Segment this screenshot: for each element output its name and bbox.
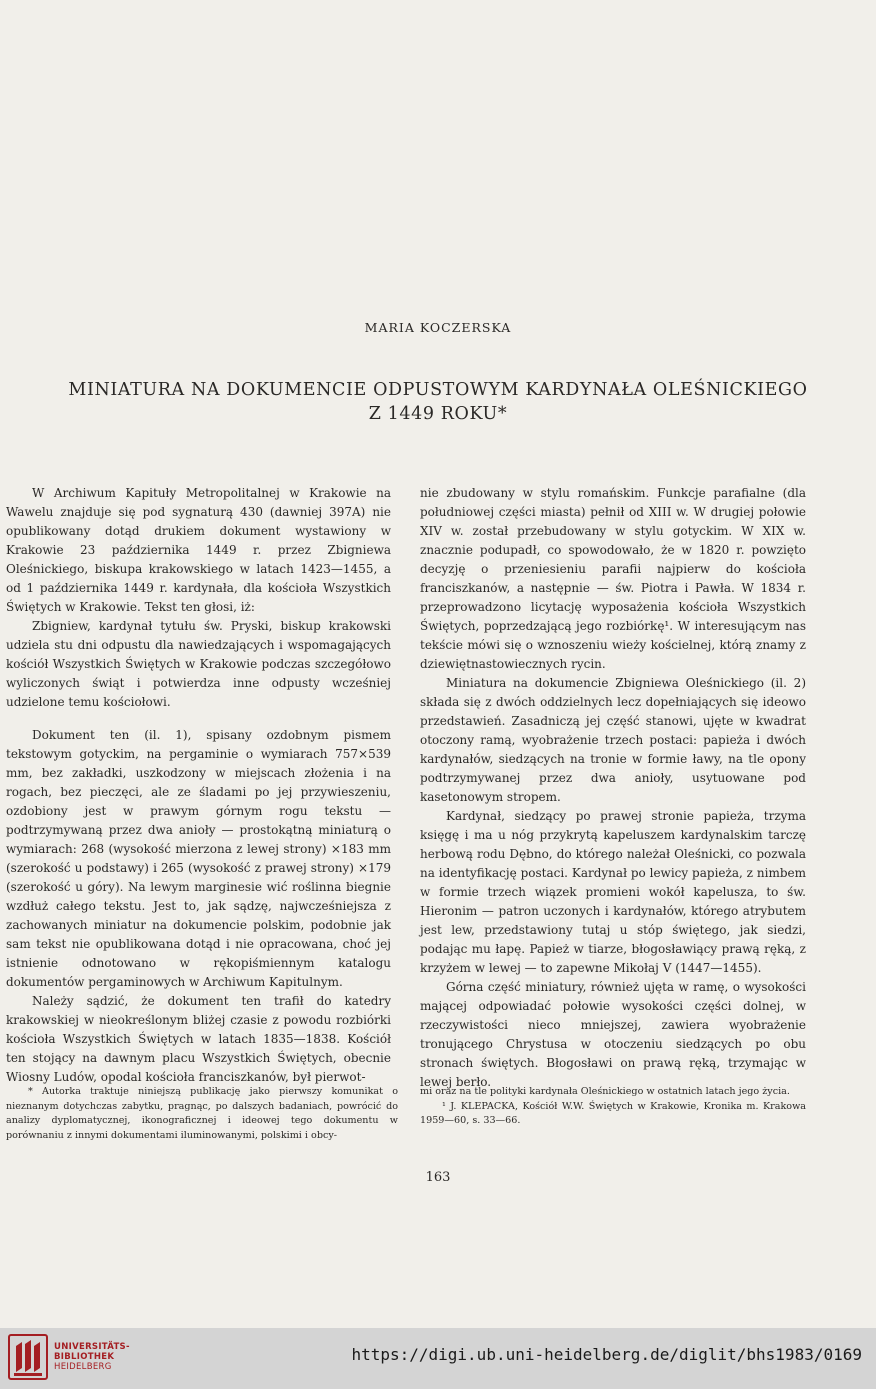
paragraph: Dokument ten (il. 1), spisany ozdobnym pismem tekstowym gotyckim, na pergaminie o wymiarach 757×539 mm, bez zakładki, uszkodzony w miejscach złożenia i na rogach, bez pieczęci, ale ze śladami po jej przywieszeniu, ozdobiony jest w prawym górnym rogu tekstu — podtrzymywaną przez dwa anioły — prostokątną miniaturą o wymiarach: 268 (wysokość mierzona z lewej strony) ×183 mm (szerokość u podstawy) i 265 (wysokość z prawej strony) ×179 (szerokość u góry). Na lewym marginesie wić roślinna biegnie wzdłuż całego tekstu. Jest to, jak sądzę, najwcześniejsza z zachowanych miniatur na dokumencie polskim, podobnie jak sam tekst nie opublikowana dotąd i nie opracowana, choć jej istnienie odnotowano w rękopiśmiennym katalogu dokumentów pergaminowych w Archiwum Kapitulnym.: [6, 728, 391, 989]
left-column: [6, 484, 391, 1087]
page-number: 163: [425, 1170, 451, 1185]
footnotes-left: [6, 1085, 398, 1143]
footnote-star: * Autorka traktuje niniejszą publikację jako pierwszy komunikat o nieznanym dotychczas zabytku, pragnąc, po dalszych badaniach, powrócić do analizy dyplomatycznej, ikonograficznej i ideowej tego dokumentu w porównaniu z innymi dokumentami iluminowanymi, polskimi i obcy-: [6, 1086, 398, 1141]
footnote-1: ¹ J. KLEPACKA, Kościół W.W. Świętych w Krakowie, Kronika m. Krakowa 1959—60, s. 33—66.: [420, 1100, 806, 1126]
paragraph: Górna część miniatury, również ujęta w ramę, o wysokości mającej odpowiadać połowie wysokości części dolnej, w rzeczywistości nieco mniejszej, zawiera wyobrażenie tronującego Chrystusa w otoczeniu siedzących po obu stronach świętych. Błogosławi on prawą ręką, trzymając w lewej berło.: [420, 980, 806, 1089]
footnotes-right: [420, 1085, 806, 1129]
right-column: [420, 484, 806, 1092]
article-author: MARIA KOCZERSKA: [364, 320, 512, 335]
paragraph: W Archiwum Kapituły Metropolitalnej w Krakowie na Wawelu znajduje się pod sygnaturą 430 (dawniej 397A) nie opublikowany dotąd drukiem dokument wystawiony w Krakowie 23 października 1449 r. przez Zbigniewa Oleśnickiego, biskupa krakowskiego w latach 1423—1455, a od 1 października 1449 r. kardynała, dla kościoła Wszystkich Świętych w Krakowie. Tekst ten głosi, iż:: [6, 486, 391, 614]
paragraph: Zbigniew, kardynał tytułu św. Pryski, biskup krakowski udziela stu dni odpustu dla nawiedzających i wspomagających kościół Wszystkich Świętych w Krakowie podczas szczegółowo wyliczonych świąt i potwierdza inne odpusty wcześniej udzielone temu kościołowi.: [6, 619, 391, 709]
footnote-star-continued: mi oraz na tle polityki kardynała Oleśnickiego w ostatnich latach jego życia.: [420, 1086, 790, 1097]
library-logo-icon: [8, 1334, 48, 1380]
library-name-line: HEIDELBERG: [54, 1362, 112, 1372]
title-line-2: Z 1449 ROKU*: [368, 404, 508, 424]
permalink-url[interactable]: https://digi.ub.uni-heidelberg.de/diglit/bhs1983/0169: [351, 1345, 862, 1364]
title-line-1: MINIATURA NA DOKUMENCIE ODPUSTOWYM KARDYNAŁA OLEŚNICKIEGO: [68, 380, 808, 400]
article-title: [10, 378, 866, 426]
paragraph: nie zbudowany w stylu romańskim. Funkcje parafialne (dla południowej części miasta) pełnił od XIII w. W drugiej połowie XIV w. został przebudowany w stylu gotyckim. W XIX w. znacznie podupadł, co spowodowało, że w 1820 r. powzięto decyzję o przeniesieniu parafii najpierw do kościoła franciszkanów, a następnie — św. Piotra i Pawła. W 1834 r. przeprowadzono licytację wyposażenia kościoła Wszystkich Świętych, poprzedzającą jego rozbiórkę¹. W interesującym nas tekście mówi się o wznoszeniu wieży kościelnej, którą znamy z dziewiętnastowiecznych rycin.: [420, 486, 806, 671]
footer-bar: [0, 1328, 876, 1389]
library-name-line: BIBLIOTHEK: [54, 1352, 115, 1362]
library-name[interactable]: [54, 1342, 130, 1372]
paragraph: Miniatura na dokumencie Zbigniewa Oleśnickiego (il. 2) składa się z dwóch oddzielnych lecz dopełniających się ideowo przedstawień. Zasadniczą jej część stanowi, ujęte w kwadrat otoczony ramą, wyobrażenie trzech postaci: papieża i dwóch kardynałów, siedzących na tronie w formie ławy, na tle opony podtrzymywanej przez dwa anioły, usytuowane pod kasetonowym stropem.: [420, 676, 806, 804]
paragraph: Kardynał, siedzący po prawej stronie papieża, trzyma księgę i ma u nóg przykrytą kapeluszem kardynalskim tarczę herbową rodu Dębno, do którego należał Oleśnicki, co pozwala na identyfikację postaci. Kardynał po lewicy papieża, z nimbem w formie trzech wiązek promieni wokół kapelusza, to św. Hieronim — patron uczonych i kardynałów, którego atrybutem jest lew, przedstawiony tutaj u stóp świętego, jak siedzi, podając mu łapę. Papież w tiarze, błogosławiący prawą ręką, z krzyżem w lewej — to zapewne Mikołaj V (1447—1455).: [420, 809, 806, 975]
library-name-line: UNIVERSITÄTS-: [54, 1342, 130, 1352]
paragraph: Należy sądzić, że dokument ten trafił do katedry krakowskiej w nieokreślonym bliżej czasie z powodu rozbiórki kościoła Wszystkich Świętych w latach 1835—1838. Kościół ten stojący na dawnym placu Wszystkich Świętych, obecnie Wiosny Ludów, opodal kościoła franciszkanów, był pierwot-: [6, 994, 391, 1084]
